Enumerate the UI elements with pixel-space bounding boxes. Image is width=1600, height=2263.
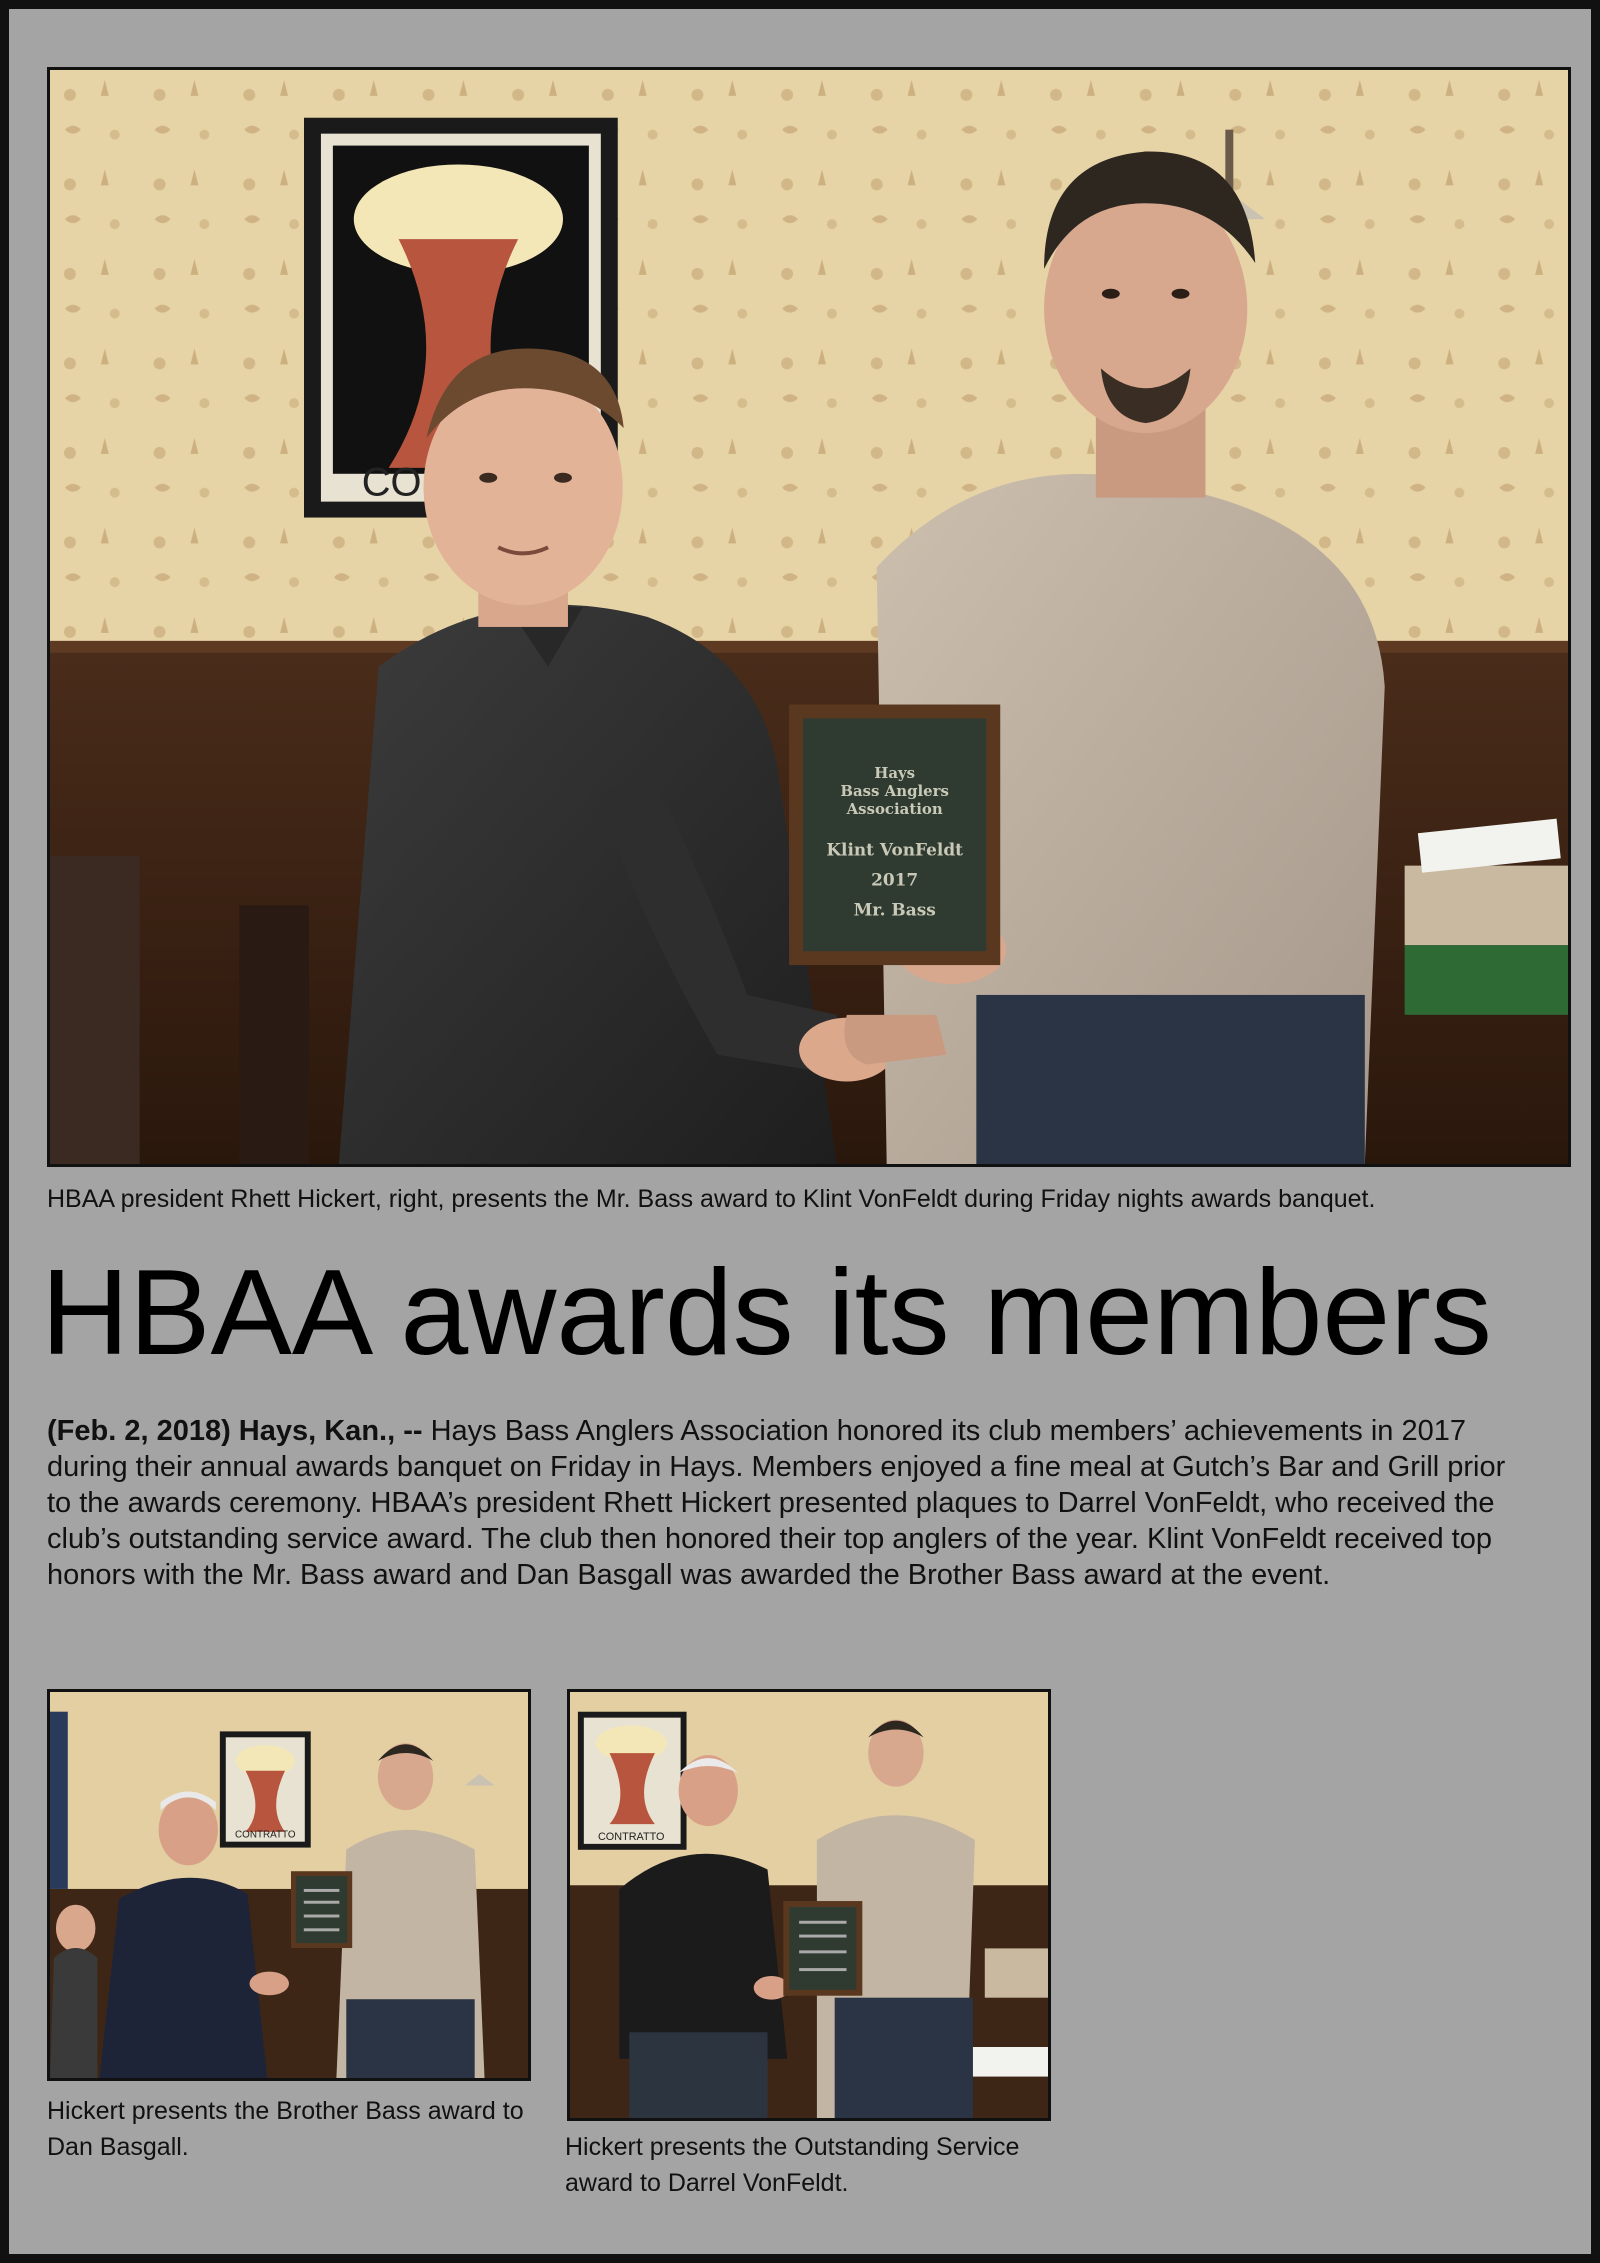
article-dateline: (Feb. 2, 2018) Hays, Kan., --	[47, 1415, 423, 1447]
main-photo-caption: HBAA president Rhett Hickert, right, presents the Mr. Bass award to Klint VonFeldt during Friday nights awards banquet.	[47, 1185, 1376, 1213]
plaque-mr-bass	[789, 705, 1000, 966]
outstanding-service-illustration	[570, 1692, 1048, 2118]
poster-text-2: CONTRATTO	[597, 1830, 665, 1843]
plaque-award: Mr. Bass	[853, 899, 936, 920]
main-photo-illustration	[50, 70, 1568, 1164]
plaque-line-3: Association	[846, 799, 943, 818]
brother-bass-photo	[47, 1689, 531, 2081]
article-headline: HBAA awards its members	[41, 1244, 1492, 1380]
article-body-text: Hays Bass Anglers Association honored its club members’ achievements in 2017 during their annual awards banquet on Friday in Hays. Members enjoyed a fine meal at Gutch’s Bar and Grill prior to the awards ceremony. HBAA’s president Rhett Hickert presented plaques to Darrel VonFeldt, who received the club’s outstanding service award. The club then honored their top anglers of the year. Klint VonFeldt received top honors with the Mr. Bass award and Dan Basgall was awarded the Brother Bass award at the event.	[47, 1415, 1506, 1591]
main-award-photo	[47, 67, 1571, 1167]
plaque-line-1: Hays	[874, 764, 916, 783]
outstanding-service-caption: Hickert presents the Outstanding Service award to Darrel VonFeldt.	[565, 2133, 1020, 2197]
poster-text: CO	[361, 460, 422, 505]
article-body	[47, 1413, 1537, 1593]
outstanding-service-photo	[567, 1689, 1051, 2121]
poster-text-1: CONTRATTO	[235, 1829, 296, 1841]
plaque-name: Klint VonFeldt	[826, 839, 963, 860]
brother-bass-caption: Hickert presents the Brother Bass award to Dan Basgall.	[47, 2097, 524, 2161]
brother-bass-illustration	[50, 1692, 528, 2078]
plaque-year: 2017	[871, 869, 919, 890]
plaque-line-2: Bass Anglers	[840, 782, 949, 801]
